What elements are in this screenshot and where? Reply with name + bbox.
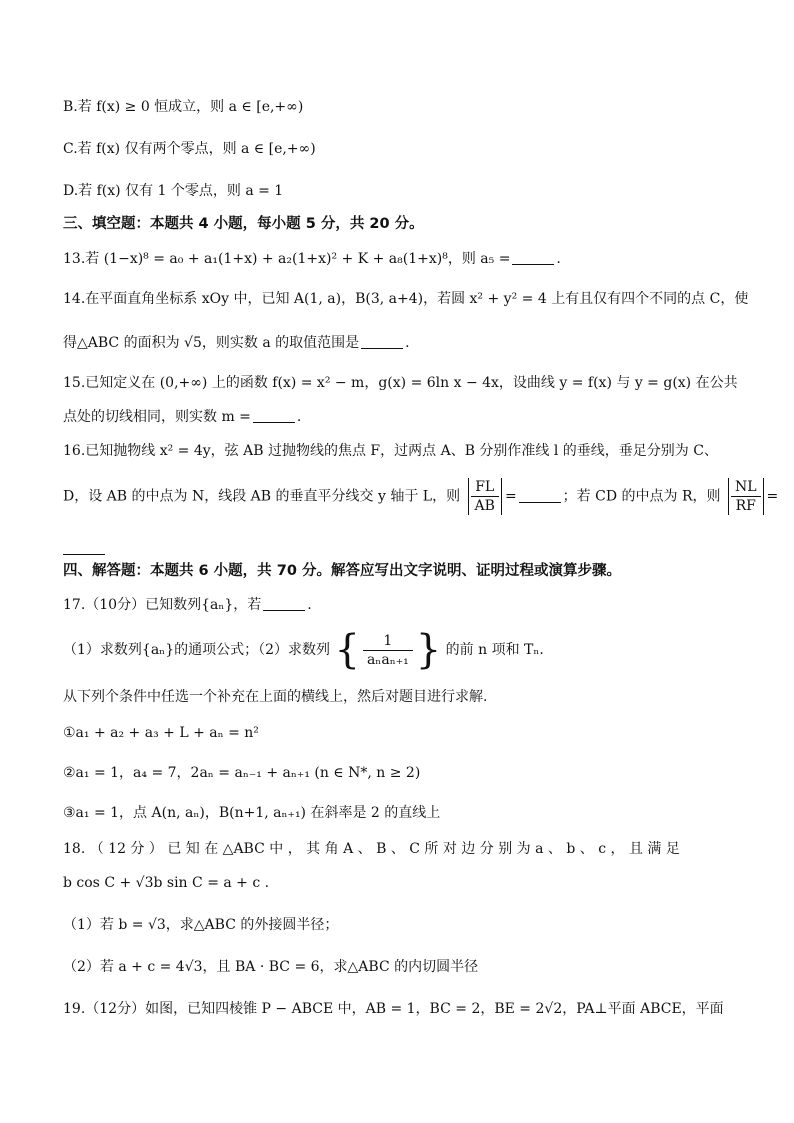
question-17-text: 17.（10分）已知数列{aₙ}，若 [63,597,262,613]
question-14-text: 得△ABC 的面积为 √5，则实数 a 的取值范围是 [63,335,360,351]
question-18-line-2: b cos C + √3b sin C = a + c . [63,875,270,891]
answer-blank [519,488,561,503]
equals-sign: = [504,488,517,505]
answer-blank [361,334,403,349]
question-14-line-1: 14.在平面直角坐标系 xOy 中，已知 A(1, a)，B(3, a+4)，若圆 x² + y² = 4 上有且仅有四个不同的点 C，使 [63,291,749,307]
question-19: 19.（12分）如图，已知四棱锥 P − ABCE 中，AB = 1，BC = 2，BE = 2√2，PA⊥平面 ABCE，平面 [63,1001,724,1017]
fraction-nl-rf [728,478,764,515]
question-16-line-1: 16.已知抛物线 x² = 4y，弦 AB 过抛物线的焦点 F，过两点 A、B 分别作准线 l 的垂线，垂足分别为 C、 [63,443,718,459]
question-17: 17.（10分）已知数列{aₙ}，若 . [63,597,312,613]
section-3-heading: 三、填空题：本题共 4 小题，每小题 5 分，共 20 分。 [63,216,424,232]
question-17-note: 从下列个条件中任选一个补充在上面的横线上，然后对题目进行求解. [63,689,488,705]
condition-2: ②a₁ = 1，a₄ = 7，2aₙ = aₙ₋₁ + aₙ₊₁ (n ∈ N*, n ≥ 2) [63,765,421,781]
option-c: C.若 f(x) 仅有两个零点，则 a ∈ [e,+∞) [63,141,316,157]
question-15-line-2: 点处的切线相同，则实数 m = . [63,409,302,425]
answer-blank [63,540,105,555]
fraction-denominator: RF [735,498,756,514]
question-13-text: 13.若 (1−x)⁸ = a₀ + a₁(1+x) + a₂(1+x)² + K + a₈(1+x)⁸，则 a₅ = [63,251,511,267]
question-15-text: 点处的切线相同，则实数 m = [63,409,251,425]
condition-3: ③a₁ = 1，点 A(n, aₙ)，B(n+1, aₙ₊₁) 在斜率是 2 的直线上 [63,805,441,821]
section-4-heading: 四、解答题：本题共 6 小题，共 70 分。解答应写出文字说明、证明过程或演算步骤。 [63,563,621,579]
left-brace: { [334,627,360,673]
answer-blank [253,408,295,423]
question-13: 13.若 (1−x)⁸ = a₀ + a₁(1+x) + a₂(1+x)² + K + a₈(1+x)⁸，则 a₅ = . [63,251,561,267]
fraction-numerator: FL [471,478,499,497]
option-b: B.若 f(x) ≥ 0 恒成立，则 a ∈ [e,+∞) [63,99,304,115]
answer-blank [263,596,305,611]
condition-1: ①a₁ + a₂ + a₃ + L + aₙ = n² [63,725,259,741]
equals-sign: = [766,488,779,505]
question-18-part-2: （2）若 a + c = 4√3，且 BA · BC = 6，求△ABC 的内切圆半径 [63,959,479,975]
question-16-line-2 [63,478,779,515]
question-16-line-3 [63,538,733,560]
question-17-subparts [63,627,733,673]
right-brace: } [415,627,442,673]
question-18-line-1: 18. （ 12 分 ） 已 知 在 △ABC 中 ， 其 角 A 、 B 、 C 所 对 边 分 别 为 a 、 b 、 c ， 且 满 足 [63,841,680,857]
question-14-line-2: 得△ABC 的面积为 √5，则实数 a 的取值范围是 . [63,335,410,351]
option-d: D.若 f(x) 仅有 1 个零点，则 a = 1 [63,183,284,199]
question-18-part-1: （1）若 b = √3，求△ABC 的外接圆半径； [63,917,339,933]
question-17-sub-a: （1）求数列{aₙ}的通项公式；（2）求数列 [63,642,331,658]
fraction-denominator: aₙaₙ₊₁ [366,651,409,668]
fraction-numerator: NL [731,478,761,497]
fraction-sequence [363,632,413,669]
answer-blank [512,250,554,265]
fraction-numerator: 1 [363,632,413,651]
fraction-denominator: AB [474,498,495,514]
question-16-text: D，设 AB 的中点为 N，线段 AB 的垂直平分线交 y 轴于 L，则 [63,488,461,505]
question-17-sub-b: 的前 n 项和 Tₙ. [445,642,544,658]
fraction-fl-ab [468,478,502,515]
question-15-line-1: 15.已知定义在 (0,+∞) 上的函数 f(x) = x² − m，g(x) = 6ln x − 4x，设曲线 y = f(x) 与 y = g(x) 在公共 [63,375,738,391]
question-16-text-2: ；若 CD 的中点为 R，则 [562,488,721,505]
